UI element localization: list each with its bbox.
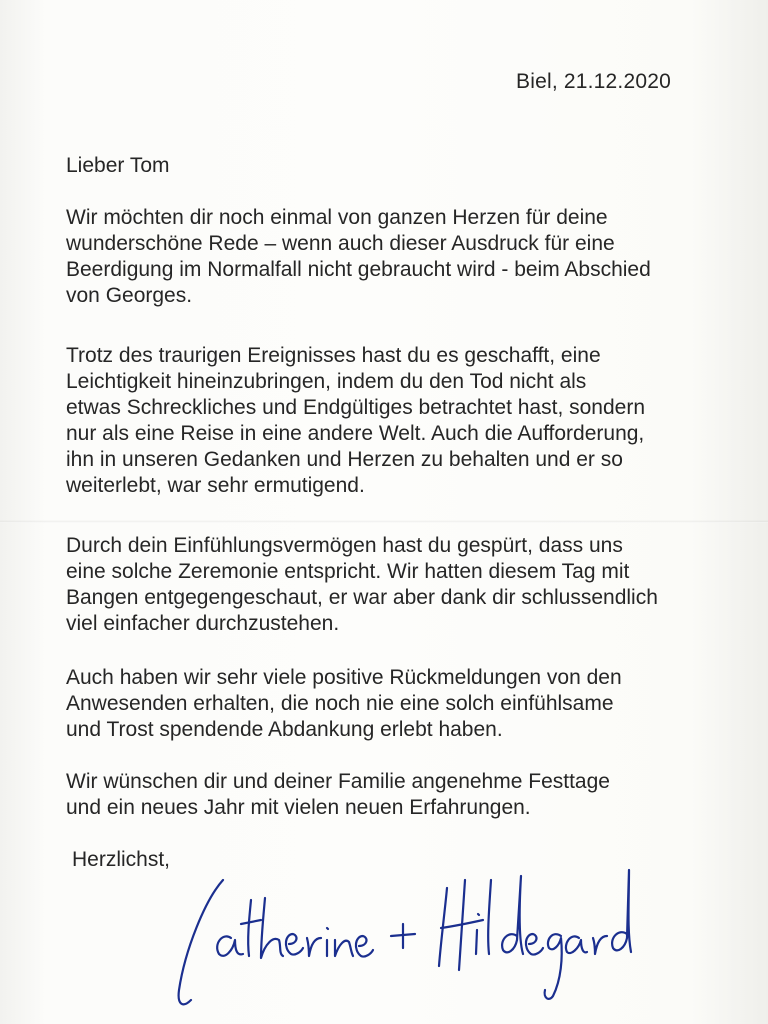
letter-closing: Herzlichst, xyxy=(72,848,171,871)
text-line: von Georges. xyxy=(66,284,193,307)
text-line: und ein neues Jahr mit vielen neuen Erfahrungen. xyxy=(66,796,531,819)
letter-paragraph-2 xyxy=(66,343,746,499)
text-line: Wir wünschen dir und deiner Familie angenehme Festtage xyxy=(66,770,610,793)
text-line: wunderschöne Rede – wenn auch dieser Ausdruck für eine xyxy=(66,232,615,255)
text-line: viel einfacher durchzustehen. xyxy=(66,612,340,635)
paper-fold xyxy=(0,520,768,523)
letter-date: Biel, 21.12.2020 xyxy=(516,70,671,93)
letter-greeting: Lieber Tom xyxy=(66,154,170,177)
text-line: Beerdigung im Normalfall nicht gebraucht wird - beim Abschied xyxy=(66,258,651,281)
text-line: und Trost spendende Abdankung erlebt haben. xyxy=(66,718,503,741)
letter-paragraph-1 xyxy=(66,205,746,309)
text-line: weiterlebt, war sehr ermutigend. xyxy=(66,474,365,497)
letter-paragraph-4 xyxy=(66,665,746,743)
text-line: Auch haben wir sehr viele positive Rückmeldungen von den xyxy=(66,666,622,689)
text-line: Bangen entgegengeschaut, er war aber dank dir schlussendlich xyxy=(66,586,658,609)
text-line: Trotz des traurigen Ereignisses hast du es geschafft, eine xyxy=(66,344,601,367)
text-line: Leichtigkeit hineinzubringen, indem du den Tod nicht als xyxy=(66,370,587,393)
text-line: nur als eine Reise in eine andere Welt. Auch die Aufforderung, xyxy=(66,422,645,445)
text-line: etwas Schreckliches und Endgültiges betrachtet hast, sondern xyxy=(66,396,646,419)
text-line: eine solche Zeremonie entspricht. Wir hatten diesem Tag mit xyxy=(66,560,630,583)
letter-paragraph-3 xyxy=(66,533,746,637)
text-line: Durch dein Einfühlungsvermögen hast du gespürt, dass uns xyxy=(66,534,623,557)
handwritten-signature xyxy=(165,840,645,1020)
letter-paragraph-5 xyxy=(66,769,746,821)
text-line: Anwesenden erhalten, die noch nie eine solch einfühlsame xyxy=(66,692,614,715)
text-line: Wir möchten dir noch einmal von ganzen Herzen für deine xyxy=(66,206,608,229)
text-line: ihn in unseren Gedanken und Herzen zu behalten und er so xyxy=(66,448,623,471)
